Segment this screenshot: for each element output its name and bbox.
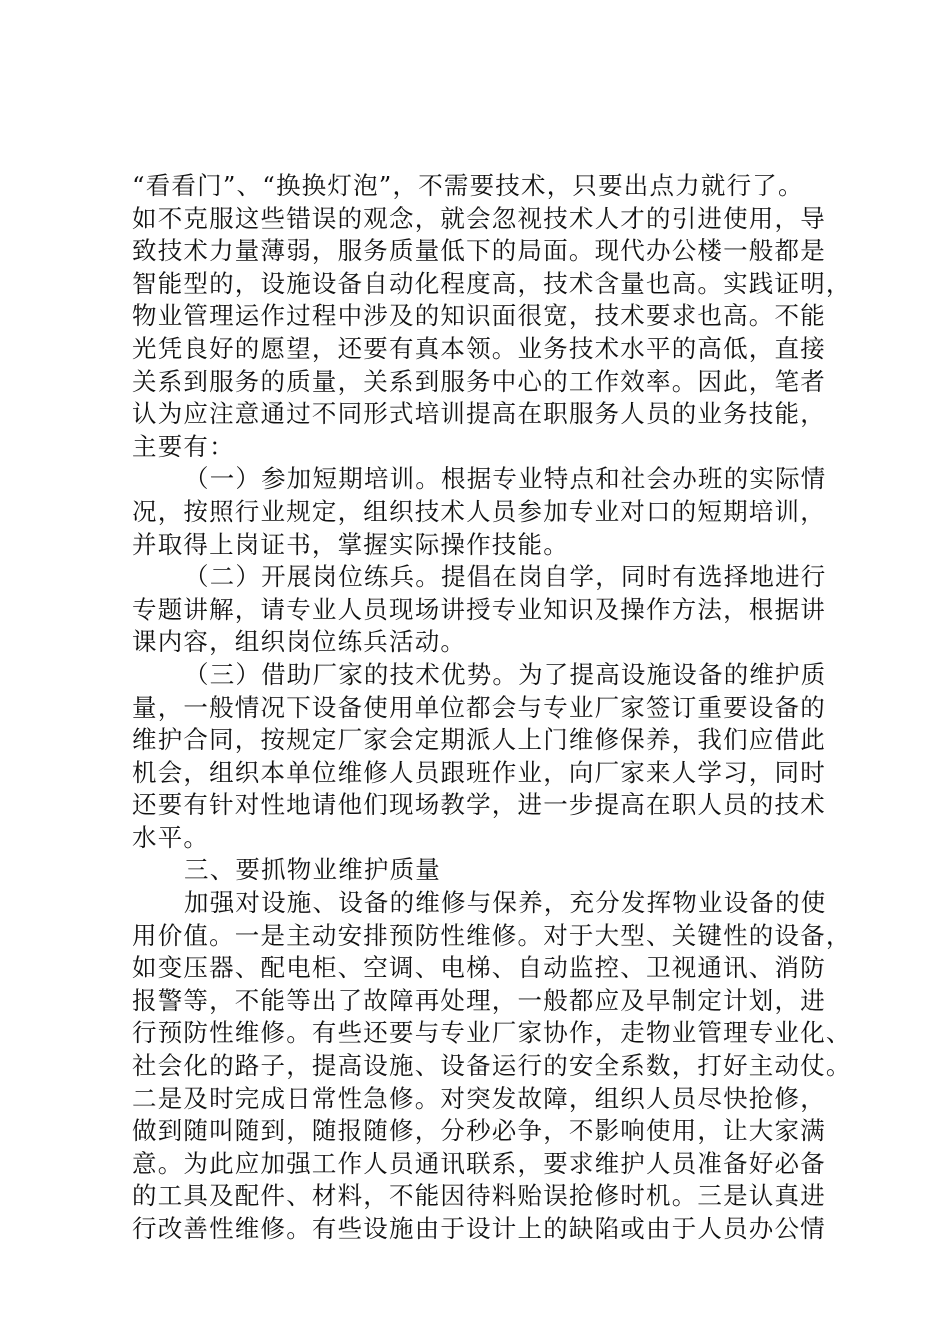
text-line: 的工具及配件、材料，不能因待料贻误抢修时机。三是认真进 [132, 1181, 826, 1211]
text-line: 用价值。一是主动安排预防性维修。对于大型、关键性的设备， [132, 920, 852, 950]
document-body [132, 170, 852, 1246]
text-line: 主要有： [132, 431, 235, 461]
text-line: 认为应注意通过不同形式培训提高在职服务人员的业务技能， [132, 399, 826, 429]
text-line: 行预防性维修。有些还要与专业厂家协作，走物业管理专业化、 [132, 1018, 852, 1048]
text-line: 专题讲解，请专业人员现场讲授专业知识及操作方法，根据讲 [132, 594, 826, 624]
paragraph-start-line: （三）借助厂家的技术优势。为了提高设施设备的维护质 [184, 659, 827, 689]
text-line: 光凭良好的愿望，还要有真本领。业务技术水平的高低，直接 [132, 333, 826, 363]
text-line: 如不克服这些错误的观念，就会忽视技术人才的引进使用，导 [132, 203, 826, 233]
text-line: 物业管理运作过程中涉及的知识面很宽，技术要求也高。不能 [132, 301, 826, 331]
text-line: 况，按照行业规定，组织技术人员参加专业对口的短期培训， [132, 496, 826, 526]
text-line: 课内容，组织岗位练兵活动。 [132, 627, 467, 657]
text-line: 如变压器、配电柜、空调、电梯、自动监控、卫视通讯、消防 [132, 953, 826, 983]
text-line: 致技术力量薄弱，服务质量低下的局面。现代办公楼一般都是 [132, 236, 826, 266]
text-line: 机会，组织本单位维修人员跟班作业，向厂家来人学习，同时 [132, 757, 826, 787]
text-line: 社会化的路子，提高设施、设备运行的安全系数，打好主动仗。 [132, 1051, 852, 1081]
text-line: 维护合同，按规定厂家会定期派人上门维修保养，我们应借此 [132, 725, 826, 755]
text-line: “看看门”、“换换灯泡”，不需要技术，只要出点力就行了。 [132, 171, 804, 200]
text-line: 行改善性维修。有些设施由于设计上的缺陷或由于人员办公情 [132, 1214, 826, 1243]
section-heading: 三、要抓物业维护质量 [184, 855, 441, 885]
paragraph-start-line: 加强对设施、设备的维修与保养，充分发挥物业设备的使 [184, 888, 827, 918]
text-line: 量，一般情况下设备使用单位都会与专业厂家签订重要设备的 [132, 692, 826, 722]
text-line: 智能型的，设施设备自动化程度高，技术含量也高。实践证明， [132, 268, 852, 298]
text-line: 还要有针对性地请他们现场教学，进一步提高在职人员的技术 [132, 790, 826, 820]
text-line: 意。为此应加强工作人员通讯联系，要求维护人员准备好必备 [132, 1148, 826, 1178]
text-line: 水平。 [132, 822, 210, 852]
text-line: 报警等，不能等出了故障再处理，一般都应及早制定计划，进 [132, 985, 826, 1015]
text-line: 并取得上岗证书，掌握实际操作技能。 [132, 529, 569, 559]
paragraph-start-line: （一）参加短期培训。根据专业特点和社会办班的实际情 [184, 464, 827, 494]
text-line: 关系到服务的质量，关系到服务中心的工作效率。因此，笔者 [132, 366, 826, 396]
text-line: 做到随叫随到，随报随修，分秒必争，不影响使用，让大家满 [132, 1116, 826, 1146]
text-line: 二是及时完成日常性急修。对突发故障，组织人员尽快抢修， [132, 1083, 826, 1113]
paragraph-start-line: （二）开展岗位练兵。提倡在岗自学，同时有选择地进行 [184, 562, 827, 592]
